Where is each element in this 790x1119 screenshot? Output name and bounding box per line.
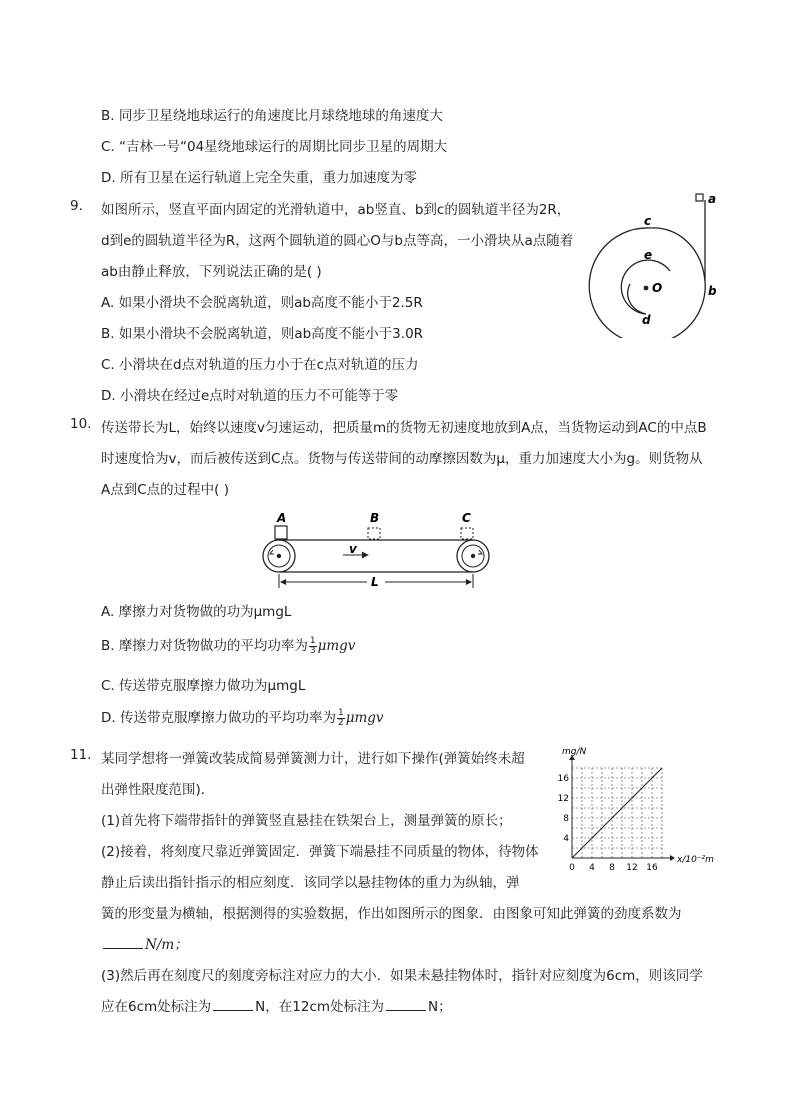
- q9-option-a: A. 如果小滑块不会脱离轨道，则ab高度不能小于2.5R: [101, 295, 423, 311]
- q11-line9-text-2: N，在12cm处标注为: [255, 999, 385, 1015]
- label-a: a: [708, 192, 717, 206]
- y-tick-label: 8: [563, 814, 569, 824]
- label-o: O: [652, 281, 663, 295]
- y-tick-label: 12: [558, 794, 569, 804]
- label-v: v: [349, 542, 357, 556]
- x-tick-label: 16: [646, 863, 658, 873]
- x-tick-label: 0: [569, 863, 575, 873]
- fraction-numerator: 1: [337, 707, 344, 718]
- q10-option-b-fraction: [309, 637, 317, 656]
- q8-option-c: C. “吉林一号“04星绕地球运行的周期比同步卫星的周期大: [101, 139, 448, 155]
- q9-stem-line1: 如图所示，竖直平面内固定的光滑轨道中，ab竖直、b到c的圆轨道半径为2R，: [101, 202, 571, 218]
- q11-stem-line5: 静止后读出指针指示的相应刻度．该同学以悬挂物体的重力为纵轴，弹: [101, 875, 520, 891]
- q10-stem-line3: A点到C点的过程中( ): [101, 482, 229, 498]
- chart-y-axis-label: mg/N: [562, 747, 587, 757]
- q9-option-d: D. 小滑块在经过e点时对轨道的压力不可能等于零: [101, 388, 399, 404]
- q11-stem-line3: (1)首先将下端带指针的弹簧竖直悬挂在铁架台上，测量弹簧的原长；: [101, 813, 512, 829]
- q9-number: 9.: [70, 198, 83, 214]
- cargo-box: [275, 526, 287, 539]
- x-tick-label: 12: [626, 863, 638, 873]
- q10-option-b-expr: μmgv: [317, 638, 356, 654]
- q10-option-c: C. 传送带克服摩擦力做功为μmgL: [101, 678, 306, 694]
- q10-option-a: A. 摩擦力对货物做的功为μmgL: [101, 604, 292, 620]
- q10-option-b: [101, 634, 355, 656]
- q11-stem-line7: [101, 933, 188, 953]
- q11-stem-line4: (2)接着，将刻度尺靠近弹簧固定．弹簧下端悬挂不同质量的物体，待物体: [101, 844, 539, 860]
- q11-stem-line8: (3)然后再在刻度尺的刻度旁标注对应力的大小．如果未悬挂物体时，指针对应刻度为6cm，则该同学: [101, 968, 703, 984]
- label-c: c: [644, 214, 652, 228]
- chart-x-axis-label: x/10⁻²m: [677, 855, 714, 865]
- label-b: b: [708, 284, 717, 298]
- center-o-dot: [644, 286, 649, 291]
- label-e: e: [644, 248, 653, 262]
- q10-option-d-fraction: [337, 709, 345, 728]
- answer-blank-12cm[interactable]: [386, 998, 426, 1011]
- q11-stem-line6: 簧的形变量为横轴，根据测得的实验数据，作出如图所示的图象．由图象可知此弹簧的劲度系数为: [101, 906, 682, 922]
- unit-n-per-m: N/m；: [145, 937, 188, 953]
- slider-block: [696, 194, 703, 201]
- q10-stem-line2: 时速度恰为v，而后被传送到C点。货物与传送带间的动摩擦因数为μ，重力加速度大小为g。则货物从: [101, 451, 703, 467]
- q9-option-c: C. 小滑块在d点对轨道的压力小于在c点对轨道的压力: [101, 357, 419, 373]
- label-A: A: [277, 511, 287, 525]
- q11-number: 11.: [70, 747, 92, 763]
- q10-option-d-expr: μmgv: [345, 710, 384, 726]
- q11-stem-line2: 出弹性限度范围)．: [101, 782, 215, 798]
- answer-blank-k[interactable]: [103, 936, 143, 949]
- q10-option-d-text: D. 传送带克服摩擦力做功的平均功率为: [101, 710, 336, 726]
- q10-conveyor-figure: [255, 508, 495, 592]
- series-line: [572, 768, 662, 858]
- q10-option-b-text: B. 摩擦力对货物做功的平均功率为: [101, 638, 308, 654]
- q11-line9-text-1: 应在6cm处标注为: [101, 999, 212, 1015]
- chart-series: [572, 768, 662, 858]
- fraction-denominator: 3: [309, 645, 316, 656]
- q9-option-b: B. 如果小滑块不会脱离轨道，则ab高度不能小于3.0R: [101, 326, 424, 342]
- label-L: L: [371, 575, 379, 589]
- q10-number: 10.: [70, 416, 92, 432]
- q9-stem-line3: ab由静止释放，下列说法正确的是( ): [101, 264, 322, 280]
- label-d: d: [642, 313, 651, 327]
- fraction-denominator: 2: [337, 717, 344, 728]
- answer-blank-6cm[interactable]: [213, 998, 253, 1011]
- q11-stem-line1: 某同学想将一弹簧改装成简易弹簧测力计，进行如下操作(弹簧始终未超: [101, 751, 525, 767]
- q10-option-d: [101, 706, 384, 728]
- q9-track-figure: [580, 188, 730, 338]
- q8-option-b: B. 同步卫星绕地球运行的角速度比月球绕地球的角速度大: [101, 108, 443, 124]
- q10-stem-line1: 传送带长为L，始终以速度v匀速运动，把质量m的货物无初速度地放到A点，当货物运动到AC的中点B: [101, 420, 707, 436]
- q11-stem-line9: [101, 995, 452, 1015]
- x-tick-label: 4: [589, 863, 595, 873]
- q9-stem-line2: d到e的圆轨道半径为R，这两个圆轨道的圆心O与b点等高，一小滑块从a点随着: [101, 233, 574, 249]
- label-B: B: [370, 511, 380, 525]
- fraction-numerator: 1: [309, 635, 316, 646]
- q8-option-d: D. 所有卫星在运行轨道上完全失重，重力加速度为零: [101, 170, 417, 186]
- y-tick-label: 4: [563, 834, 569, 844]
- q11-line9-text-3: N；: [428, 999, 452, 1015]
- y-tick-label: 16: [558, 774, 569, 784]
- q11-chart: [558, 738, 728, 878]
- x-tick-label: 8: [609, 863, 615, 873]
- x-axis-arrow: [670, 855, 675, 861]
- label-C: C: [462, 511, 471, 525]
